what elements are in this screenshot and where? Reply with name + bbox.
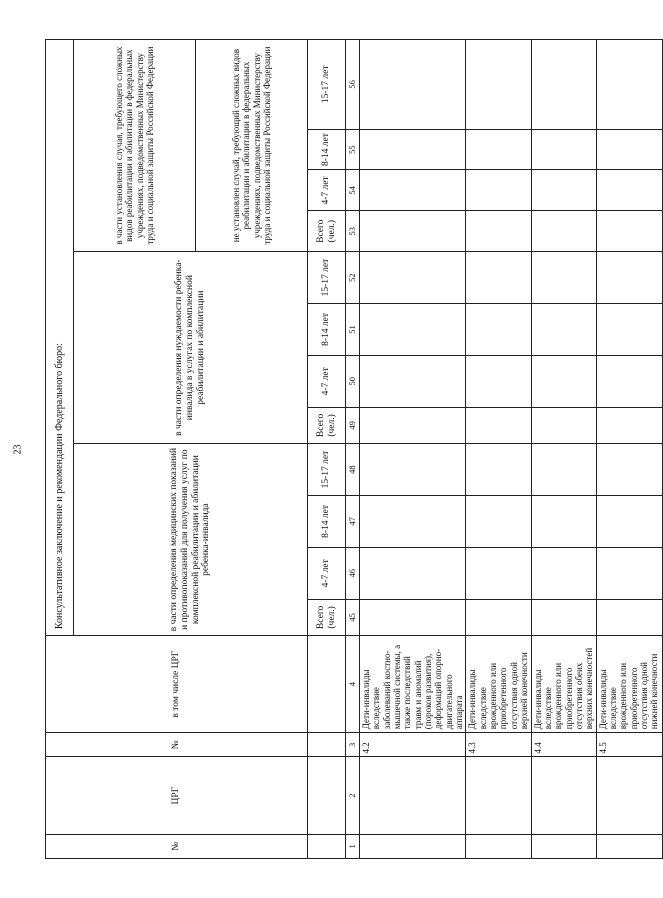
col-num-54: 54 [346,170,360,211]
header-col-no: № [46,834,308,858]
subcol-age3-a: 15-17 лет [308,444,346,496]
col-num-45: 45 [346,599,360,635]
col-num-53: 53 [346,211,360,252]
header-group-b: в части определения нуждаемости ребенка-инвалида в услугах по комплексной реабилитации и абилитации [74,252,308,444]
row-number: 4.3 [466,733,531,757]
header-col-no-in: № [46,733,308,757]
subcol-total-c: Всего (чел.) [308,211,346,252]
header-group-c-sub: не установлен случай, требующий сложных видов реабилитации и абилитации в федеральных учреждениях, подведомственных Министерству труда и социальной защиты Российской Федерации [196,40,308,252]
page-number-holder [3,0,33,898]
subcol-age1-b: 4-7 лет [308,355,346,407]
row-number: 4.2 [360,733,466,757]
row-number: 4.5 [596,733,662,757]
col-num-51: 51 [346,304,360,356]
table-row [360,40,466,859]
header-group-top: Консультативное заключение и рекомендации Федерального бюро: [46,40,74,636]
col-num-55: 55 [346,129,360,170]
col-num-46: 46 [346,547,360,599]
col-num-48: 48 [346,444,360,496]
subcol-age1-c: 4-7 лет [308,170,346,211]
header-row-1 [46,40,74,859]
row-description: Дети-инвалиды вследствие заболеваний костно-мышечной системы, а также последствий травм и аномалий (пороков развития), деформаций опорно-двигательного аппарата [360,636,466,733]
subcol-age3-c: 15-17 лет [308,40,346,130]
column-number-row [346,40,360,859]
row-description: Дети-инвалиды вследствие врожденного или приобретенного отсутствия одной верхней конечности [466,636,531,733]
col-num-3: 3 [346,733,360,757]
subcol-age3-b: 15-17 лет [308,252,346,304]
col-num-47: 47 [346,495,360,547]
header-group-a: в части определения медицинских показаний и противопоказаний для получения услуг по комплексной реабилитации и абилитации ребенка-инвалида [74,444,308,636]
col-num-1: 1 [346,834,360,858]
col-num-49: 49 [346,407,360,443]
table-row [466,40,531,859]
col-num-52: 52 [346,252,360,304]
subcol-age2-c: 8-14 лет [308,129,346,170]
col-num-50: 50 [346,355,360,407]
table-row [596,40,662,859]
row-description: Дети-инвалиды вследствие врожденного или приобретенного отсутствия обеих верхних конечностей [531,636,596,733]
subcol-total-a: Всего (чел.) [308,599,346,635]
col-num-56: 56 [346,40,360,130]
statistics-table [45,39,663,859]
subcol-age2-b: 8-14 лет [308,304,346,356]
rotated-table-page [45,39,660,859]
header-col-crg: ЦРГ [46,757,308,834]
header-row-subcols [308,40,346,859]
header-group-c: в части установления случая, требующего сложных видов реабилитации и абилитации в федеральных учреждениях, подведомственных Министерству труда и социальной защиты Российской Федерации [74,40,196,252]
page-number: 23 [12,444,24,454]
col-num-4: 4 [346,636,360,733]
row-description: Дети-инвалиды вследствие врожденного или приобретенного отсутствия одной нижней конечности [596,636,662,733]
header-col-in-crg: в том числе ЦРГ [46,636,308,733]
table-row [531,40,596,859]
row-number: 4.4 [531,733,596,757]
col-num-2: 2 [346,757,360,834]
subcol-total-b: Всего (чел.) [308,407,346,443]
subcol-age1-a: 4-7 лет [308,547,346,599]
subcol-age2-a: 8-14 лет [308,495,346,547]
